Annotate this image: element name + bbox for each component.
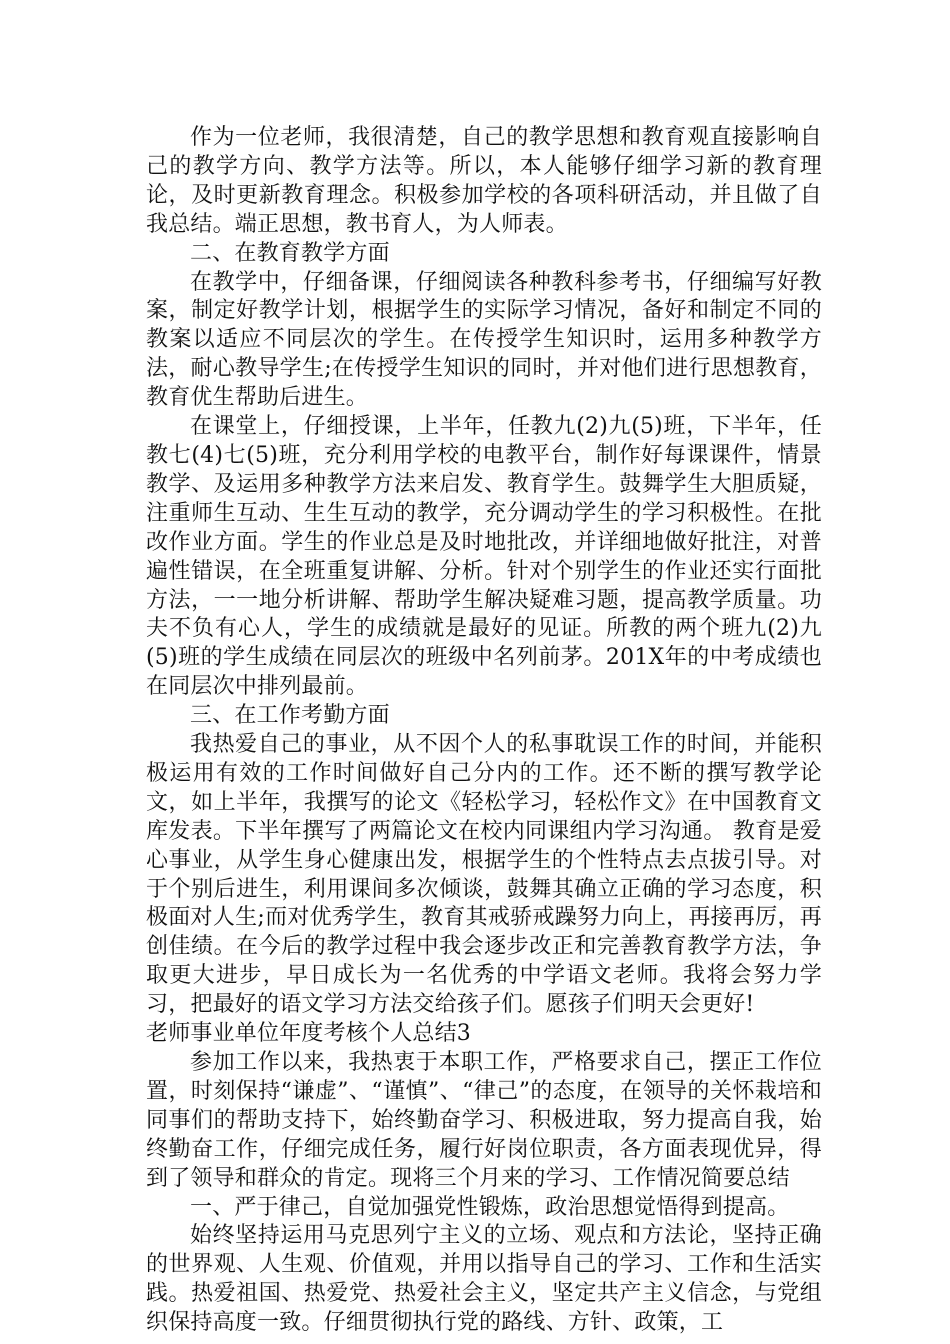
section-heading-attendance: 三、在工作考勤方面 [190,703,390,729]
document-subtitle: 老师事业单位年度考核个人总结3 [146,1021,471,1047]
paragraph-dedication: 我热爱自己的事业，从不因个人的私事耽误工作的时间，并能积极运用有效的工作时间做好自己分内的工作。还不断的撰写教学论文，如上半年，我撰写的论文《轻松学习，轻松作文》在中国教育文库发表。下半年撰写了两篇论文在校内同课组内学习沟通。 教育是爱心事业，从学生身心健康出发，根据学生的个性特点去点拔引导。对于个别后进生，利用课间多次倾谈，鼓舞其确立正确的学习态度，积极面对人生;而对优秀学生，教育其戒骄戒躁努力向上，再接再厉，再创佳绩。在今后的教学过程中我会逐步改正和完善教育教学方法，争取更大进步，早日成长为一名优秀的中学语文老师。我将会努力学习，把最好的语文学习方法交给孩子们。愿孩子们明天会更好! [146,732,822,1018]
paragraph-lesson-prep: 在教学中，仔细备课，仔细阅读各种教科参考书，仔细编写好教案，制定好教学计划，根据学生的实际学习情况，备好和制定不同的教案以适应不同层次的学生。在传授学生知识时，运用多种教学方法，耐心教导学生;在传授学生知识的同时，并对他们进行思想教育，教育优生帮助后进生。 [146,269,822,411]
paragraph-political: 始终坚持运用马克思列宁主义的立场、观点和方法论，坚持正确的世界观、人生观、价值观，并用以指导自己的学习、工作和生活实践。热爱祖国、热爱党、热爱社会主义，坚定共产主义信念，与党组织保持高度一致。仔细贯彻执行党的路线、方针、政策，工 [146,1223,822,1336]
section-heading-discipline: 一、严于律己，自觉加强党性锻炼，政治思想觉悟得到提高。 [190,1194,790,1220]
paragraph-teaching-philosophy: 作为一位老师，我很清楚，自己的教学思想和教育观直接影响自己的教学方向、教学方法等。所以，本人能够仔细学习新的教育理论，及时更新教育理念。积极参加学校的各项科研活动，并且做了自我总结。端正思想，教书育人，为人师表。 [146,125,822,237]
document-body [146,124,822,1338]
paragraph-classroom: 在课堂上，仔细授课，上半年，任教九(2)九(5)班，下半年，任教七(4)七(5)班，充分利用学校的电教平台，制作好每课课件，情景教学、及运用多种教学方法来启发、教育学生。鼓舞学生大胆质疑，注重师生互动、生生互动的教学，充分调动学生的学习积极性。在批改作业方面。学生的作业总是及时地批改，并详细地做好批注，对普遍性错误，在全班重复讲解、分析。针对个别学生的作业还实行面批方法，一一地分析讲解、帮助学生解决疑难习题，提高教学质量。功夫不负有心人，学生的成绩就是最好的见证。所教的两个班九(2)九(5)班的学生成绩在同层次的班级中名列前茅。201X年的中考成绩也在同层次中排列最前。 [146,414,822,700]
paragraph-work-summary: 参加工作以来，我热衷于本职工作，严格要求自己，摆正工作位置，时刻保持“谦虚”、“谨慎”、“律己”的态度，在领导的关怀栽培和同事们的帮助支持下，始终勤奋学习、积极进取，努力提高自我，始终勤奋工作，仔细完成任务，履行好岗位职责，各方面表现优异，得到了领导和群众的肯定。现将三个月来的学习、工作情况简要总结 [146,1050,822,1191]
section-heading-teaching: 二、在教育教学方面 [190,240,390,266]
